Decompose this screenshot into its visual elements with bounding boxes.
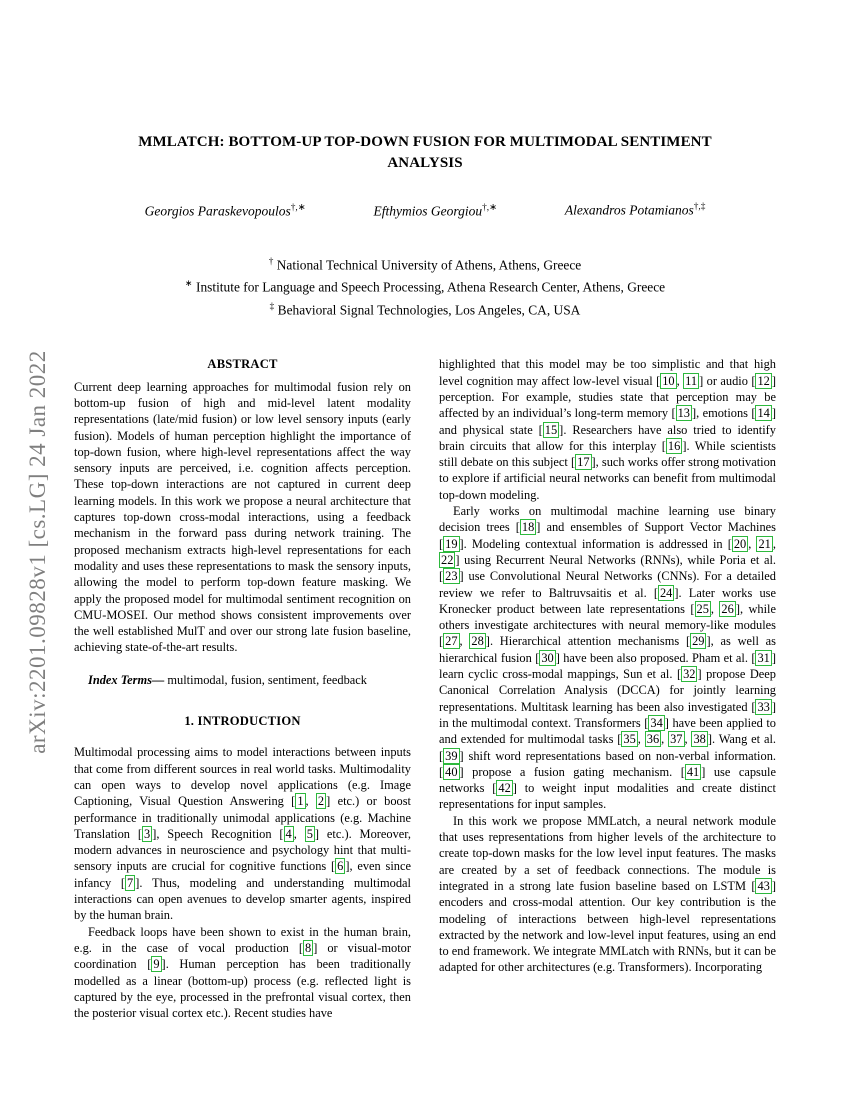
author-3-name: Alexandros Potamianos: [564, 202, 694, 218]
citation-link[interactable]: 24: [659, 585, 673, 600]
citation-link[interactable]: 32: [683, 667, 696, 682]
citation-link[interactable]: 10: [662, 373, 675, 388]
intro-paragraph-2-continued: highlighted that this model may be too simplistic and that high level cognition may affect low-level visual [ 10 , 11 ] or audio [ 12 ] perception. For example, studies state that perception may be affected by an individual’s long-term memory [ 13 ], emotions [ 14 ] and physical state [ 15 ]. Researchers have also tried to identify brain circuits that allow for this interplay [ 16 ]. While scientists still debate on this subject [ 17 ], such works offer strong motivation to explore if artificial neural networks can benefit from multimodal top-down modeling.: [439, 357, 776, 502]
citation-link[interactable]: 15: [544, 422, 558, 437]
author-2: [373, 202, 496, 220]
abstract-body: Current deep learning approaches for multimodal fusion rely on bottom-up fusion of high and mid-level latent modality representations (late/mid fusion) or low level sensory inputs (early fusion). Models of human perception highlight the importance of top-down fusion, where high-level representations affect the way sensory inputs are perceived, i.e. cognition affects perception. These top-down interactions are not captured in current deep learning models. In this work we propose a neural architecture that captures top-down cross-modal interactions, using a feedback mechanism in the forward pass during network training. The proposed mechanism extracts high-level representations for each modality and uses these representations to mask the sensory inputs, allowing the model to perform top-down feature masking. We apply the proposed model for multimodal sentiment recognition on CMU-MOSEI. Our method shows consistent improvements over the well established MulT and over our strong late fusion baseline, achieving state-of-the-art results.: [74, 379, 411, 655]
author-list: [74, 202, 776, 220]
author-2-name: Efthymios Georgiou: [373, 203, 483, 219]
intro-paragraph-1: Multimodal processing aims to model interactions between inputs that come from different sources in real world tasks. Multimodality can open ways to develop novel applications (e.g. Image Captioning, Visual Question Answering [ 1 , 2 ] etc.) or boost performance in traditionally unimodal applications (e.g. Machine Translation [ 3 ], Speech Recognition [ 4 , 5 ] etc.). Moreover, modern advances in neuroscience and psychology hint that multi-sensory inputs are crucial for cognitive functions [ 6 ], even since infancy [ 7 ]. Thus, modeling and understanding multimodal interactions can open avenues to develop smarter agents, inspired by the human brain.: [74, 745, 412, 923]
citation-link[interactable]: 41: [686, 764, 700, 779]
citation-link[interactable]: 42: [498, 781, 511, 796]
citation-link[interactable]: 18: [521, 520, 535, 535]
left-column: [74, 356, 411, 1021]
index-terms-line: [74, 672, 411, 688]
citation-link[interactable]: 6: [337, 859, 344, 874]
citation-link[interactable]: 12: [757, 373, 770, 388]
citation-link[interactable]: 17: [577, 455, 590, 470]
intro-paragraph-3: Early works on multimodal machine learning use binary decision trees [ 18 ] and ensembles of Support Vector Machines [ 19 ]. Modeling contextual information is addressed in [ 20 , 21 , 22 ] using Recurrent Neural Networks (RNNs), while Poria et al. [ 23 ] use Convolutional Neural Networks (CNNs). For a detailed review we refer to Baltruvsaitis et al. [ 24 ]. Later works use Kronecker product between late representations [ 25 , 26 ], while others investigate architectures with neural memory-like modules [ 27 , 28 ]. Hierarchical attention mechanisms [ 29 ], as well as hierarchical fusion [ 30 ] have been also proposed. Pham et al. [ 31 ] learn cyclic cross-modal mappings, Sun et al. [ 32 ] propose Deep Canonical Correlation Analysis (DCCA) for jointly learning representations. Multitask learning has been also investigated [ 33 ] in the multimodal context. Transformers [ 34 ] have been applied to and extended for multimodal tasks [ 35 , 36 , 37 , 38 ]. Wang et al. [ 39 ] shift word representations based on non-verbal information. [ 40 ] propose a fusion gating mechanism. [ 41 ] use capsule networks [ 42 ] to weight input modalities and create distinct representations for input samples.: [439, 504, 777, 812]
citation-link[interactable]: 28: [471, 634, 484, 649]
paper-content: [74, 0, 776, 1021]
citation-link[interactable]: 9: [153, 957, 160, 972]
affiliation-1-text: National Technical University of Athens, Athens, Greece: [273, 256, 582, 272]
affiliation-1-mark: †: [268, 255, 274, 266]
citation-link[interactable]: 31: [757, 650, 770, 665]
citation-link[interactable]: 2: [317, 794, 325, 809]
affiliation-1: [74, 252, 776, 275]
paper-header: [74, 0, 776, 320]
affiliation-3-mark: ‡: [269, 301, 275, 312]
citation-link[interactable]: 20: [733, 536, 747, 551]
citation-link[interactable]: 11: [685, 373, 698, 388]
citation-link[interactable]: 4: [285, 826, 292, 841]
citation-link[interactable]: 16: [667, 438, 681, 453]
citation-link[interactable]: 3: [144, 826, 151, 841]
citation-link[interactable]: 39: [445, 748, 458, 763]
citation-link[interactable]: 30: [541, 650, 554, 665]
author-1-affmark: †,∗: [290, 203, 306, 213]
index-terms-text: multimodal, fusion, sentiment, feedback: [164, 672, 367, 687]
affiliation-3-text: Behavioral Signal Technologies, Los Angeles, CA, USA: [274, 302, 581, 318]
affiliation-list: [74, 252, 776, 321]
citation-link[interactable]: 26: [721, 601, 734, 616]
intro-paragraph-4: In this work we propose MMLatch, a neural network module that uses representations from higher levels of the architecture to create top-down masks for the low level input features. The masks are created by a set of feedback connections. The module is integrated in a strong late fusion baseline based on LSTM [ 43 ] encoders and cross-modal attention. Our key contribution is the modeling of interactions between high-level representations extracted by the network and low-level input features, using an end to end framework. We integrate MMLatch with RNNs, but it can be adapted for other architectures (e.g. Transformers). Incorporating: [439, 813, 776, 975]
index-terms-label: Index Terms—: [88, 672, 165, 687]
citation-link[interactable]: 13: [677, 406, 690, 421]
two-column-body: [74, 356, 776, 1021]
affiliation-2-text: Institute for Language and Speech Processing, Athena Research Center, Athens, Greece: [192, 279, 666, 295]
citation-link[interactable]: 21: [758, 536, 771, 551]
citation-link[interactable]: 43: [757, 878, 770, 893]
citation-link[interactable]: 40: [445, 764, 458, 779]
citation-link[interactable]: 25: [696, 601, 709, 616]
intro-paragraph-2: Feedback loops have been shown to exist in the human brain, e.g. in the case of vocal production [ 8 ] or visual-motor coordination [ 9 ]. Human perception has been traditionally modelled as a linear (bottom-up) process (e.g. reflected light is captured by the eye, processed in the prefrontal visual cortex, then the posterior visual cortex etc.). Recent studies have: [74, 924, 411, 1021]
citation-link[interactable]: 5: [306, 826, 313, 841]
citation-link[interactable]: 8: [305, 940, 312, 955]
citation-link[interactable]: 23: [445, 569, 458, 584]
author-3: [565, 202, 706, 220]
citation-link[interactable]: 27: [445, 634, 458, 649]
author-1: [145, 202, 306, 220]
right-column: [439, 356, 776, 1021]
citation-link[interactable]: 22: [441, 552, 454, 567]
citation-link[interactable]: 34: [650, 715, 663, 730]
arxiv-watermark: arXiv:2201.09828v1 [cs.LG] 24 Jan 2022: [25, 350, 50, 754]
citation-link[interactable]: 33: [757, 699, 770, 714]
citation-link[interactable]: 7: [127, 875, 134, 890]
citation-link[interactable]: 37: [670, 732, 683, 747]
citation-link[interactable]: 29: [692, 634, 705, 649]
citation-link[interactable]: 38: [693, 732, 706, 747]
introduction-heading: 1. INTRODUCTION: [184, 714, 301, 729]
citation-link[interactable]: 36: [646, 732, 660, 747]
author-2-affmark: †,∗: [482, 203, 497, 213]
citation-link[interactable]: 19: [445, 536, 458, 551]
paper-title: MMLATCH: BOTTOM-UP TOP-DOWN FUSION FOR MULTIMODAL SENTIMENT ANALYSIS: [138, 134, 712, 171]
citation-link[interactable]: 1: [297, 794, 304, 809]
author-1-name: Georgios Paraskevopoulos: [144, 203, 291, 219]
affiliation-2-mark: ∗: [184, 278, 193, 289]
author-3-affmark: †,‡: [693, 202, 706, 212]
abstract-heading: ABSTRACT: [207, 357, 278, 372]
affiliation-3: [74, 297, 776, 320]
citation-link[interactable]: 14: [757, 406, 770, 421]
affiliation-2: [74, 274, 776, 297]
citation-link[interactable]: 35: [623, 732, 636, 747]
